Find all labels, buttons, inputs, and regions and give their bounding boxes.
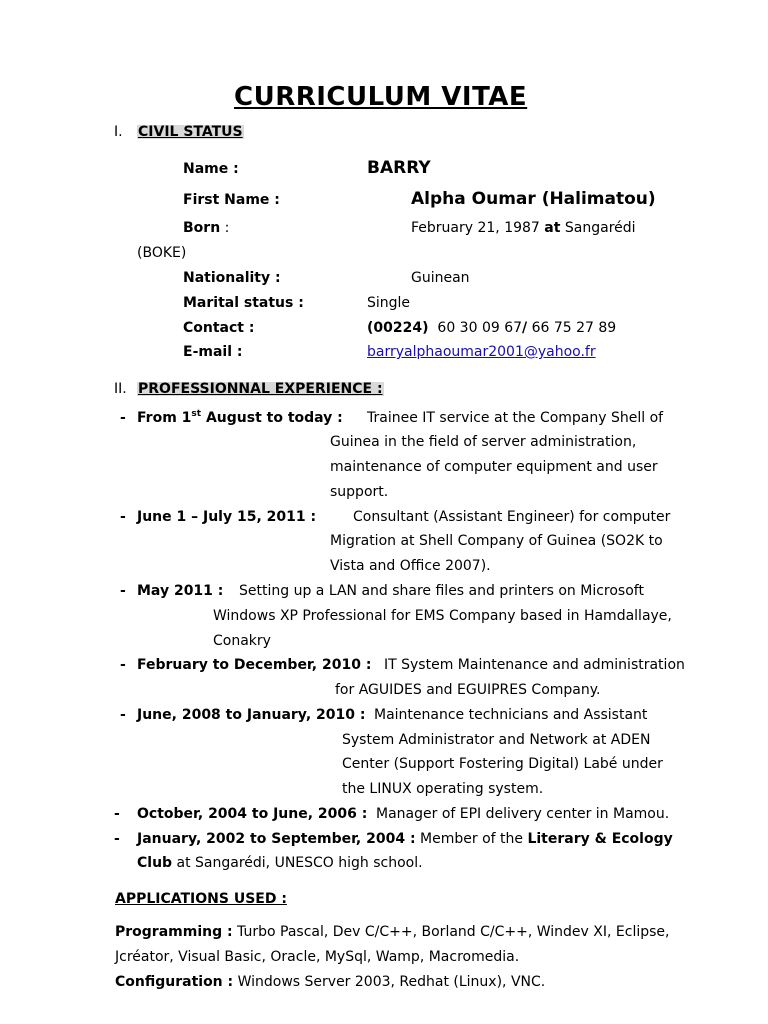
bullet: -: [120, 583, 126, 599]
contact-phone1: 60 30 09 67: [437, 320, 523, 336]
marital-value: Single: [367, 295, 411, 311]
experience-3-line-3: Conakry: [213, 633, 271, 649]
born-at: at: [544, 220, 561, 236]
label-post: August to today :: [205, 410, 343, 426]
born-date: February 21, 1987: [411, 220, 540, 236]
contact-phone2: 66 75 27 89: [531, 320, 617, 336]
experience-7-line-1: [137, 832, 673, 846]
experience-7-line-2: [137, 856, 423, 870]
experience-2-line-2: Migration at Shell Company of Guinea (SO2K to: [330, 533, 663, 549]
bullet: -: [120, 410, 126, 426]
section-heading-applications: APPLICATIONS USED :: [115, 891, 287, 907]
experience-7-club: Club: [137, 855, 173, 871]
born-region: (BOKE): [137, 245, 187, 261]
configuration-label: Configuration :: [115, 974, 234, 990]
first-name-value: Alpha Oumar (Halimatou): [411, 189, 656, 209]
experience-3-label: May 2011 :: [137, 583, 224, 599]
contact-code: (00224): [367, 320, 429, 336]
born-label: Born: [183, 220, 221, 236]
born-place: Sangarédi: [564, 220, 636, 236]
born-colon: :: [224, 220, 230, 236]
marital-label: Marital status :: [183, 295, 304, 311]
experience-7-label: January, 2002 to September, 2004 :: [137, 831, 416, 847]
bullet: -: [120, 657, 126, 673]
experience-5-label: June, 2008 to January, 2010 :: [137, 707, 366, 723]
experience-3-line-2: Windows XP Professional for EMS Company based in Hamdallaye,: [213, 608, 672, 624]
experience-5-line-2: System Administrator and Network at ADEN: [342, 732, 651, 748]
experience-2-line-3: Vista and Office 2007).: [330, 558, 491, 574]
experience-3-line-1: Setting up a LAN and share files and printers on Microsoft: [239, 583, 644, 599]
section-numeral: II.: [114, 381, 127, 397]
experience-7-bold-text: Literary & Ecology: [527, 831, 673, 847]
experience-1-line-2: Guinea in the field of server administration,: [330, 434, 637, 450]
experience-1-line-1: Trainee IT service at the Company Shell of: [367, 410, 664, 426]
first-name-label: First Name :: [183, 192, 280, 208]
programming-label: Programming :: [115, 924, 233, 940]
contact-value: [367, 321, 616, 335]
experience-2-label: June 1 – July 15, 2011 :: [137, 509, 317, 525]
experience-5-line-3: Center (Support Fostering Digital) Labé under: [342, 756, 663, 772]
bullet: -: [120, 707, 126, 723]
section-heading-civil-status: CIVIL STATUS: [138, 124, 243, 140]
contact-sep: /: [522, 320, 528, 336]
name-value: BARRY: [367, 158, 431, 178]
programming-line-1: [115, 925, 669, 939]
experience-4-label: February to December, 2010 :: [137, 657, 372, 673]
experience-4-line-1: IT System Maintenance and administration: [384, 657, 685, 673]
experience-1-line-3: maintenance of computer equipment and user: [330, 459, 658, 475]
experience-7-line2-text: at Sangarédi, UNESCO high school.: [176, 855, 423, 871]
email-label: E-mail :: [183, 344, 243, 360]
page-title: CURRICULUM VITAE: [234, 82, 528, 112]
label-sup: st: [191, 409, 202, 419]
experience-7-text: Member of the: [420, 831, 523, 847]
experience-6-label: October, 2004 to June, 2006 :: [137, 806, 368, 822]
bullet: -: [114, 831, 120, 847]
section-heading-experience: PROFESSIONNAL EXPERIENCE :: [138, 381, 383, 397]
bullet: -: [114, 806, 120, 822]
born-value: [411, 221, 636, 235]
experience-4-line-2: for AGUIDES and EGUIPRES Company.: [335, 682, 601, 698]
label-pre: From 1: [137, 410, 192, 426]
programming-value: Turbo Pascal, Dev C/C++, Borland C/C++, Windev XI, Eclipse,: [237, 924, 670, 940]
programming-line-2: Jcréator, Visual Basic, Oracle, MySql, Wamp, Macromedia.: [115, 949, 520, 965]
experience-6-line-1: Manager of EPI delivery center in Mamou.: [376, 806, 670, 822]
experience-1-label: [137, 411, 343, 425]
born-label-row: [183, 221, 229, 235]
bullet: -: [120, 509, 126, 525]
experience-5-line-4: the LINUX operating system.: [342, 781, 544, 797]
email-link[interactable]: barryalphaoumar2001@yahoo.fr: [367, 344, 596, 360]
experience-1-line-4: support.: [330, 484, 389, 500]
experience-5-line-1: Maintenance technicians and Assistant: [374, 707, 648, 723]
contact-label: Contact :: [183, 320, 255, 336]
name-label: Name :: [183, 161, 239, 177]
experience-2-line-1: Consultant (Assistant Engineer) for computer: [353, 509, 671, 525]
configuration-value: Windows Server 2003, Redhat (Linux), VNC.: [237, 974, 546, 990]
configuration-line: [115, 975, 545, 989]
nationality-label: Nationality :: [183, 270, 281, 286]
nationality-value: Guinean: [411, 270, 470, 286]
section-numeral: I.: [114, 124, 123, 140]
